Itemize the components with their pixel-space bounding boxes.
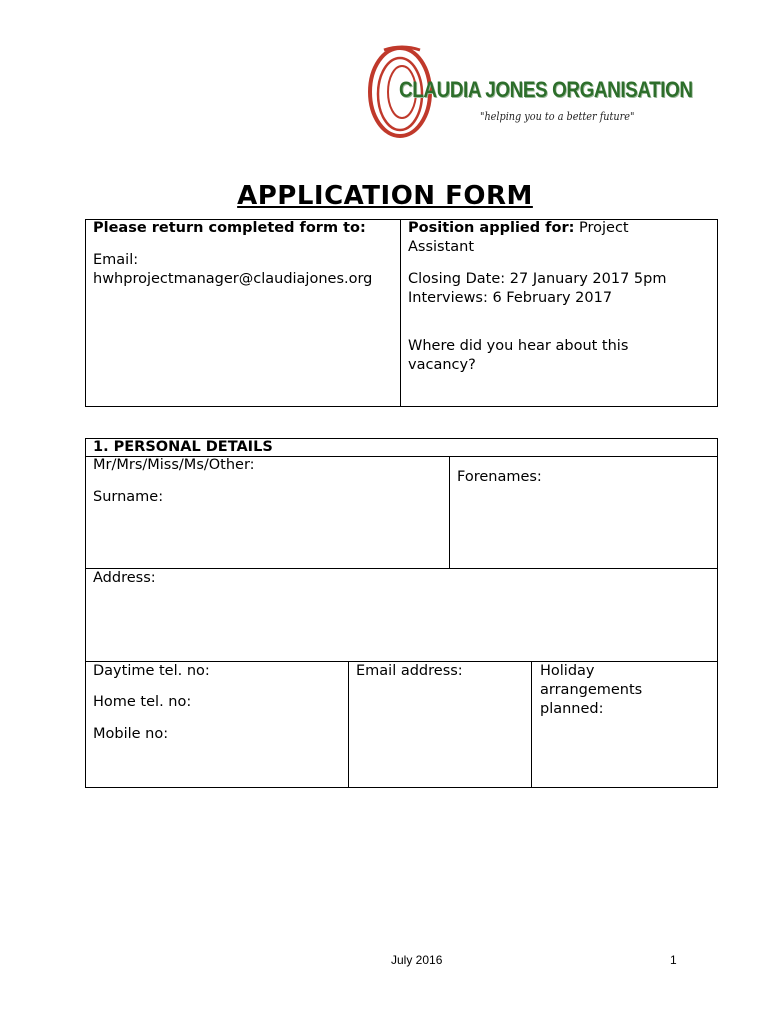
holiday-label-cont2: planned: bbox=[540, 701, 604, 717]
organisation-name: CLAUDIA JONES ORGANISATION bbox=[399, 77, 693, 102]
forenames-label: Forenames: bbox=[457, 469, 542, 485]
page-title: APPLICATION FORM bbox=[237, 181, 533, 211]
position-value-cont: Assistant bbox=[408, 239, 475, 255]
title-label: Mr/Mrs/Miss/Ms/Other: bbox=[93, 457, 255, 473]
position-value: Project bbox=[579, 220, 629, 236]
email-label: Email: bbox=[93, 252, 139, 268]
page-number: 1 bbox=[670, 953, 677, 967]
hear-about-question: Where did you hear about this bbox=[408, 338, 629, 354]
home-tel-label: Home tel. no: bbox=[93, 694, 192, 710]
daytime-tel-label: Daytime tel. no: bbox=[93, 663, 210, 679]
surname-label: Surname: bbox=[93, 489, 164, 505]
interview-date: Interviews: 6 February 2017 bbox=[408, 290, 613, 306]
contact-divider-1 bbox=[348, 661, 349, 788]
table-divider bbox=[400, 219, 401, 407]
name-row-divider bbox=[85, 568, 718, 569]
address-label: Address: bbox=[93, 570, 156, 586]
return-email: hwhprojectmanager@claudiajones.org bbox=[93, 271, 373, 287]
return-position-table bbox=[85, 219, 718, 407]
footer-date: July 2016 bbox=[391, 953, 443, 967]
personal-details-heading: 1. PERSONAL DETAILS bbox=[93, 439, 273, 455]
contact-divider-2 bbox=[531, 661, 532, 788]
organisation-tagline: "helping you to a better future" bbox=[480, 110, 635, 123]
holiday-label-cont: arrangements bbox=[540, 682, 643, 698]
position-label: Position applied for: bbox=[408, 220, 575, 236]
email-address-label: Email address: bbox=[356, 663, 463, 679]
personal-details-table bbox=[85, 438, 718, 788]
name-divider bbox=[449, 456, 450, 569]
return-heading: Please return completed form to: bbox=[93, 220, 366, 236]
closing-date: Closing Date: 27 January 2017 5pm bbox=[408, 271, 667, 287]
position-applied bbox=[408, 219, 629, 238]
organisation-logo bbox=[362, 42, 712, 142]
holiday-label: Holiday bbox=[540, 663, 595, 679]
mobile-label: Mobile no: bbox=[93, 726, 169, 742]
hear-about-question-cont: vacancy? bbox=[408, 357, 476, 373]
